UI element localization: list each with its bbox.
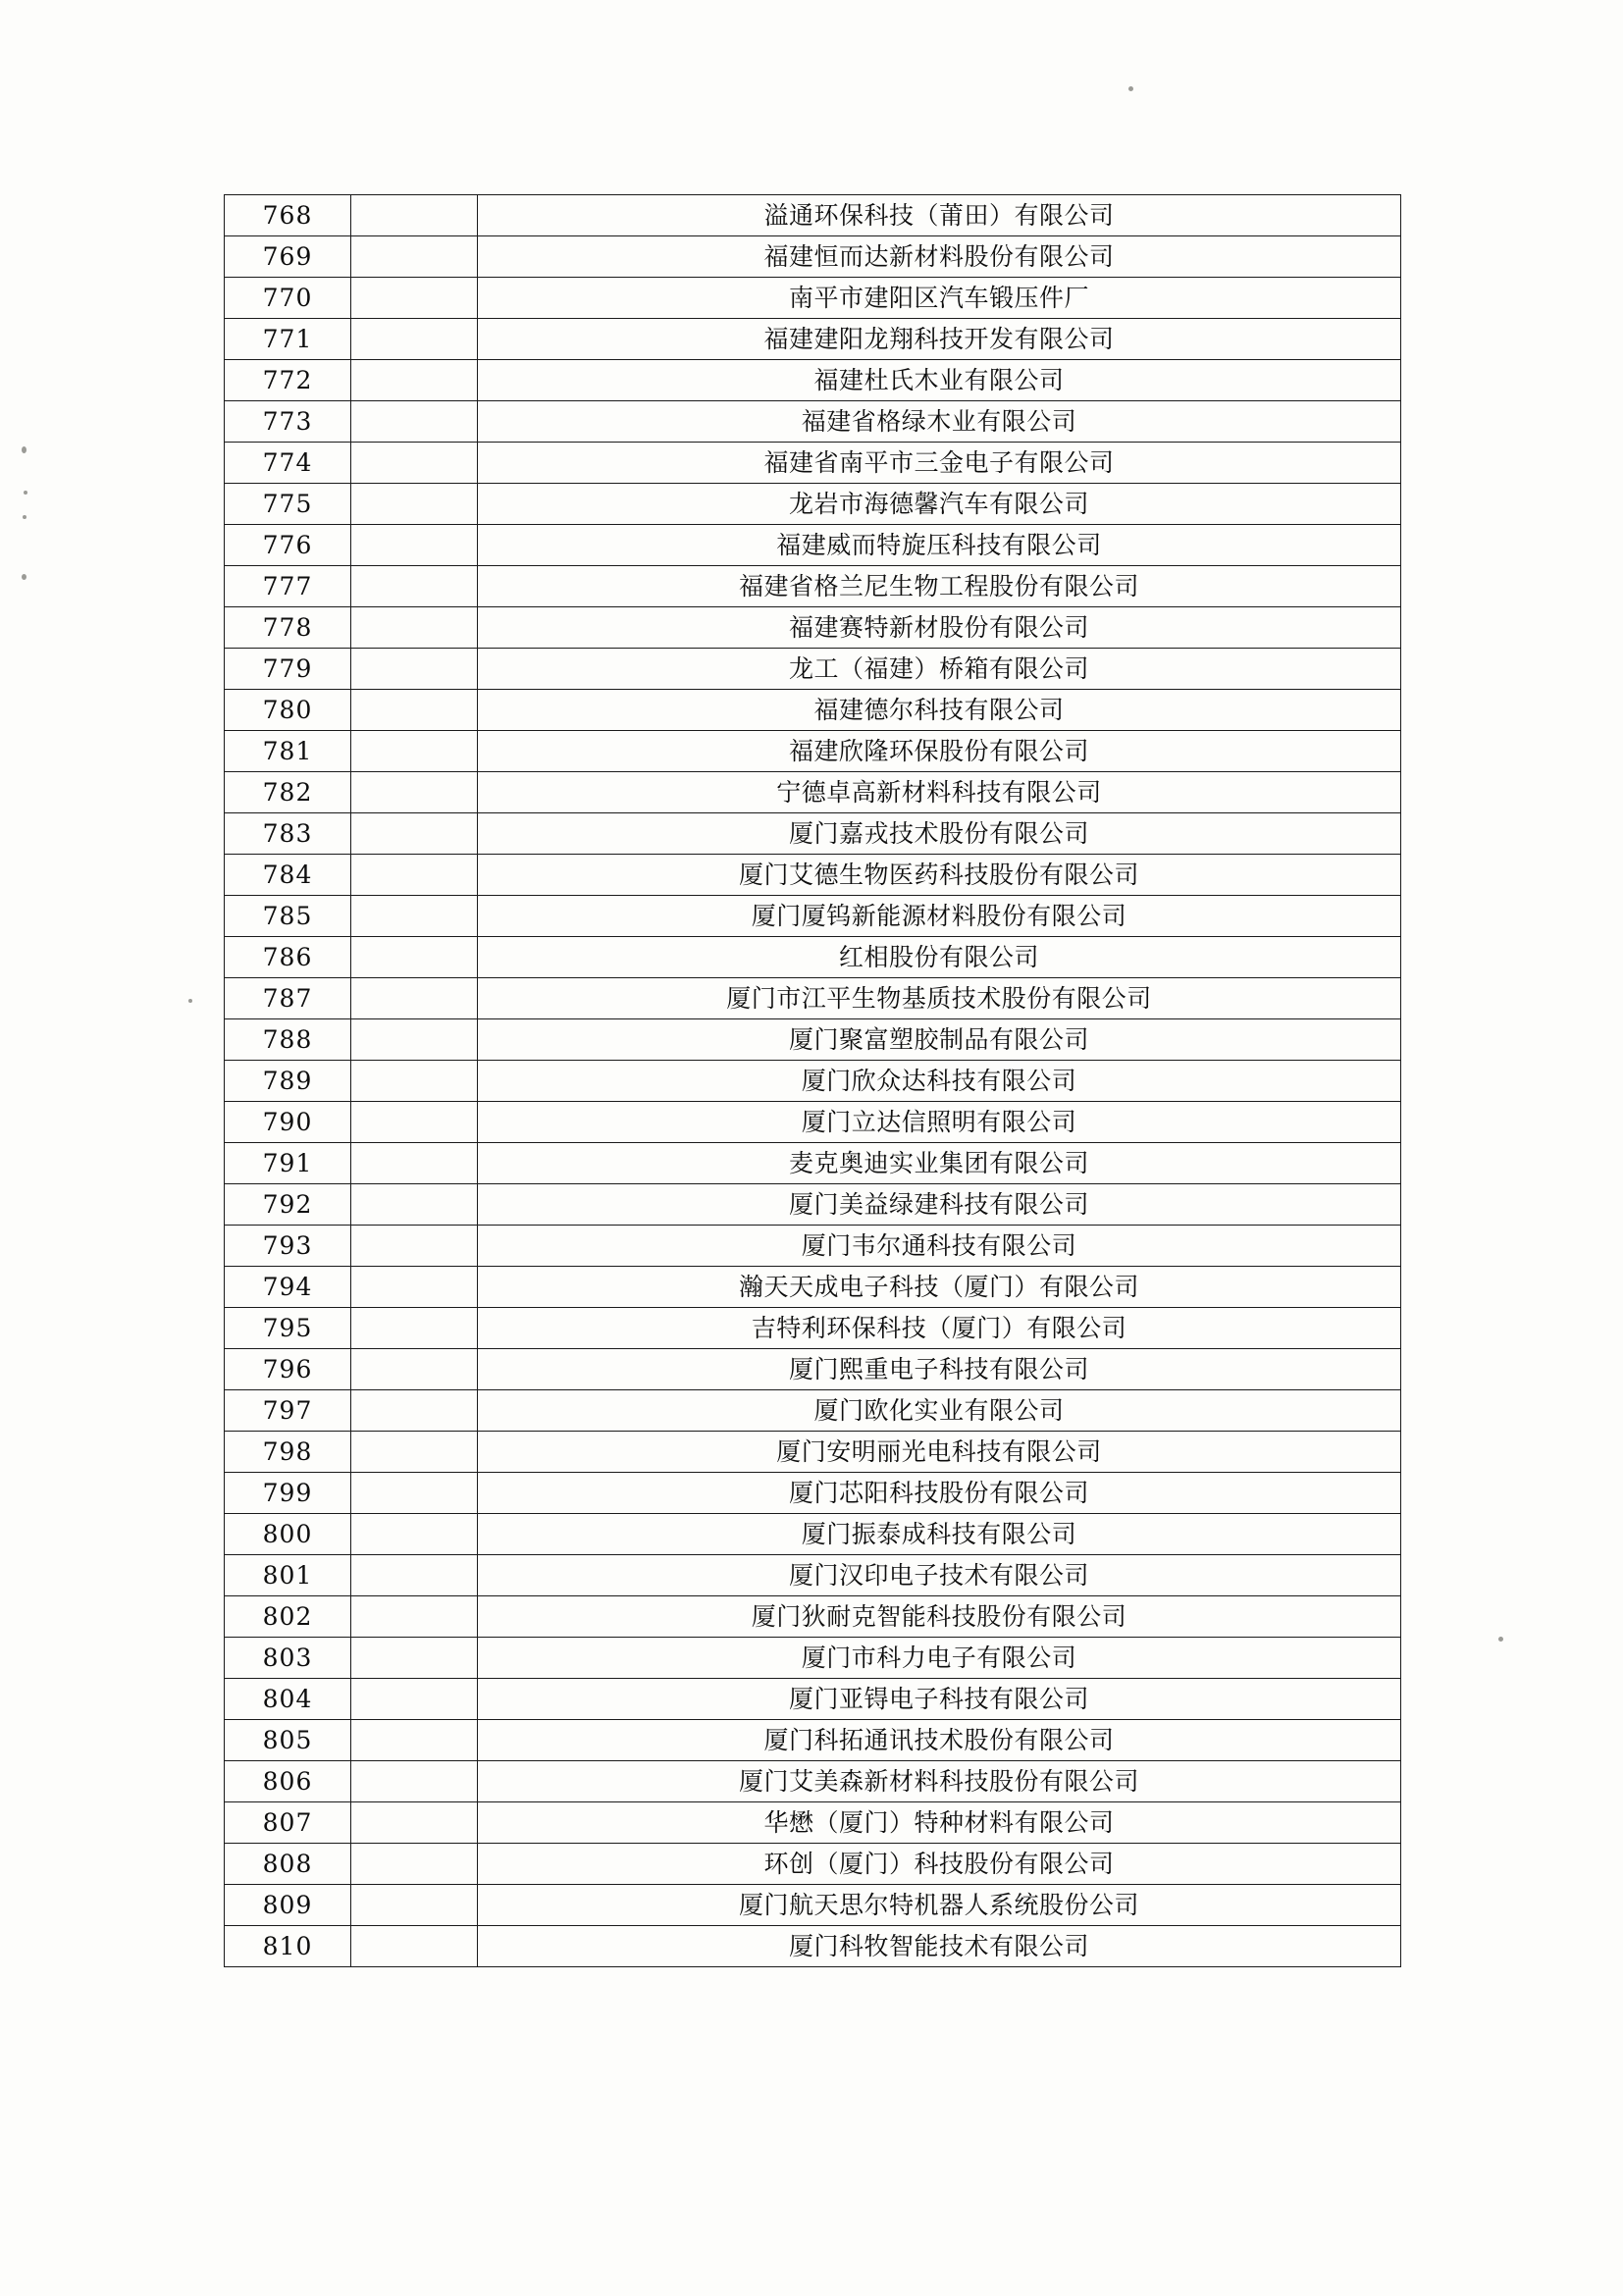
table-row (225, 401, 1401, 443)
row-index-cell: 773 (225, 401, 351, 443)
company-name-cell: 厦门美益绿建科技有限公司 (478, 1184, 1401, 1226)
table-row (225, 319, 1401, 360)
scan-speck (22, 446, 26, 453)
company-name-cell: 福建建阳龙翔科技开发有限公司 (478, 319, 1401, 360)
table-row (225, 1432, 1401, 1473)
company-name-cell: 红相股份有限公司 (478, 937, 1401, 978)
table-row (225, 1184, 1401, 1226)
company-name-cell: 厦门安明丽光电科技有限公司 (478, 1432, 1401, 1473)
row-blank-cell (351, 1102, 478, 1143)
table-row (225, 1102, 1401, 1143)
company-name-cell: 厦门市江平生物基质技术股份有限公司 (478, 978, 1401, 1019)
row-index-cell: 780 (225, 690, 351, 731)
row-index-cell: 791 (225, 1143, 351, 1184)
table-row (225, 896, 1401, 937)
row-blank-cell (351, 978, 478, 1019)
row-blank-cell (351, 360, 478, 401)
table-row (225, 566, 1401, 607)
table-row (225, 1761, 1401, 1802)
scan-speck (1498, 1637, 1503, 1642)
row-blank-cell (351, 1802, 478, 1844)
row-index-cell: 807 (225, 1802, 351, 1844)
row-blank-cell (351, 1184, 478, 1226)
company-name-cell: 厦门汉印电子技术有限公司 (478, 1555, 1401, 1596)
table-row (225, 1390, 1401, 1432)
row-blank-cell (351, 731, 478, 772)
row-blank-cell (351, 1143, 478, 1184)
company-name-cell: 厦门科牧智能技术有限公司 (478, 1926, 1401, 1967)
row-index-cell: 809 (225, 1885, 351, 1926)
table-row (225, 937, 1401, 978)
row-index-cell: 797 (225, 1390, 351, 1432)
table-row (225, 1679, 1401, 1720)
company-name-cell: 宁德卓高新材料科技有限公司 (478, 772, 1401, 813)
row-blank-cell (351, 813, 478, 855)
row-index-cell: 785 (225, 896, 351, 937)
row-blank-cell (351, 1885, 478, 1926)
row-blank-cell (351, 1638, 478, 1679)
row-index-cell: 798 (225, 1432, 351, 1473)
scan-speck (188, 999, 192, 1003)
row-blank-cell (351, 1720, 478, 1761)
row-index-cell: 795 (225, 1308, 351, 1349)
company-name-cell: 厦门科拓通讯技术股份有限公司 (478, 1720, 1401, 1761)
table-row (225, 484, 1401, 525)
table-row (225, 1349, 1401, 1390)
company-name-cell: 厦门熙重电子科技有限公司 (478, 1349, 1401, 1390)
row-index-cell: 799 (225, 1473, 351, 1514)
table-row (225, 1514, 1401, 1555)
table-row (225, 525, 1401, 566)
company-name-cell: 福建威而特旋压科技有限公司 (478, 525, 1401, 566)
table-row (225, 731, 1401, 772)
company-name-cell: 厦门聚富塑胶制品有限公司 (478, 1019, 1401, 1061)
table-row (225, 1019, 1401, 1061)
scan-speck (24, 491, 27, 495)
company-name-cell: 厦门航天思尔特机器人系统股份公司 (478, 1885, 1401, 1926)
company-name-cell: 龙岩市海德馨汽车有限公司 (478, 484, 1401, 525)
row-index-cell: 804 (225, 1679, 351, 1720)
company-listing-table (224, 194, 1401, 1967)
row-blank-cell (351, 649, 478, 690)
row-index-cell: 770 (225, 278, 351, 319)
table-row (225, 813, 1401, 855)
row-index-cell: 790 (225, 1102, 351, 1143)
company-name-cell: 福建欣隆环保股份有限公司 (478, 731, 1401, 772)
company-name-cell: 瀚天天成电子科技（厦门）有限公司 (478, 1267, 1401, 1308)
company-name-cell: 厦门艾德生物医药科技股份有限公司 (478, 855, 1401, 896)
table-row (225, 1885, 1401, 1926)
row-index-cell: 801 (225, 1555, 351, 1596)
company-name-cell: 环创（厦门）科技股份有限公司 (478, 1844, 1401, 1885)
company-name-cell: 吉特利环保科技（厦门）有限公司 (478, 1308, 1401, 1349)
table-row (225, 1061, 1401, 1102)
table-row (225, 1802, 1401, 1844)
company-name-cell: 厦门艾美森新材料科技股份有限公司 (478, 1761, 1401, 1802)
table-row (225, 360, 1401, 401)
row-index-cell: 803 (225, 1638, 351, 1679)
row-blank-cell (351, 1308, 478, 1349)
company-name-cell: 厦门芯阳科技股份有限公司 (478, 1473, 1401, 1514)
row-blank-cell (351, 566, 478, 607)
table-row (225, 1638, 1401, 1679)
company-name-cell: 厦门嘉戎技术股份有限公司 (478, 813, 1401, 855)
row-blank-cell (351, 1267, 478, 1308)
table-row (225, 978, 1401, 1019)
row-blank-cell (351, 896, 478, 937)
company-name-cell: 厦门韦尔通科技有限公司 (478, 1226, 1401, 1267)
row-blank-cell (351, 1761, 478, 1802)
row-index-cell: 788 (225, 1019, 351, 1061)
table-row (225, 1926, 1401, 1967)
row-index-cell: 802 (225, 1596, 351, 1638)
row-index-cell: 781 (225, 731, 351, 772)
row-index-cell: 800 (225, 1514, 351, 1555)
company-name-cell: 厦门狄耐克智能科技股份有限公司 (478, 1596, 1401, 1638)
row-blank-cell (351, 1926, 478, 1967)
table-row (225, 1143, 1401, 1184)
row-blank-cell (351, 1019, 478, 1061)
row-index-cell: 778 (225, 607, 351, 649)
row-index-cell: 768 (225, 195, 351, 236)
row-blank-cell (351, 772, 478, 813)
table-row (225, 1720, 1401, 1761)
company-name-cell: 福建德尔科技有限公司 (478, 690, 1401, 731)
row-index-cell: 794 (225, 1267, 351, 1308)
row-index-cell: 805 (225, 1720, 351, 1761)
row-blank-cell (351, 484, 478, 525)
company-name-cell: 福建省格兰尼生物工程股份有限公司 (478, 566, 1401, 607)
row-index-cell: 806 (225, 1761, 351, 1802)
company-name-cell: 厦门亚锝电子科技有限公司 (478, 1679, 1401, 1720)
company-name-cell: 南平市建阳区汽车锻压件厂 (478, 278, 1401, 319)
row-blank-cell (351, 1226, 478, 1267)
row-blank-cell (351, 319, 478, 360)
table-row (225, 1267, 1401, 1308)
table-row (225, 649, 1401, 690)
row-blank-cell (351, 443, 478, 484)
row-index-cell: 808 (225, 1844, 351, 1885)
row-index-cell: 789 (225, 1061, 351, 1102)
row-index-cell: 769 (225, 236, 351, 278)
row-blank-cell (351, 1349, 478, 1390)
company-name-cell: 溢通环保科技（莆田）有限公司 (478, 195, 1401, 236)
row-blank-cell (351, 1432, 478, 1473)
company-name-cell: 福建省南平市三金电子有限公司 (478, 443, 1401, 484)
row-blank-cell (351, 937, 478, 978)
row-blank-cell (351, 401, 478, 443)
table-row (225, 855, 1401, 896)
table-row (225, 1555, 1401, 1596)
row-index-cell: 775 (225, 484, 351, 525)
row-index-cell: 810 (225, 1926, 351, 1967)
row-index-cell: 776 (225, 525, 351, 566)
table-row (225, 278, 1401, 319)
company-name-cell: 福建省格绿木业有限公司 (478, 401, 1401, 443)
row-index-cell: 796 (225, 1349, 351, 1390)
company-name-cell: 厦门欣众达科技有限公司 (478, 1061, 1401, 1102)
listing-table (224, 194, 1401, 1967)
row-blank-cell (351, 525, 478, 566)
row-index-cell: 779 (225, 649, 351, 690)
table-row (225, 1596, 1401, 1638)
row-blank-cell (351, 607, 478, 649)
company-name-cell: 华懋（厦门）特种材料有限公司 (478, 1802, 1401, 1844)
row-index-cell: 772 (225, 360, 351, 401)
company-name-cell: 厦门振泰成科技有限公司 (478, 1514, 1401, 1555)
company-name-cell: 厦门市科力电子有限公司 (478, 1638, 1401, 1679)
company-name-cell: 福建恒而达新材料股份有限公司 (478, 236, 1401, 278)
company-name-cell: 福建赛特新材股份有限公司 (478, 607, 1401, 649)
row-blank-cell (351, 690, 478, 731)
table-row (225, 690, 1401, 731)
table-row (225, 1844, 1401, 1885)
row-blank-cell (351, 1596, 478, 1638)
company-name-cell: 龙工（福建）桥箱有限公司 (478, 649, 1401, 690)
table-row (225, 443, 1401, 484)
table-row (225, 607, 1401, 649)
row-blank-cell (351, 1679, 478, 1720)
table-row (225, 236, 1401, 278)
scan-speck (22, 574, 26, 580)
company-name-cell: 麦克奥迪实业集团有限公司 (478, 1143, 1401, 1184)
table-row (225, 1226, 1401, 1267)
row-index-cell: 784 (225, 855, 351, 896)
table-row (225, 195, 1401, 236)
row-index-cell: 771 (225, 319, 351, 360)
company-name-cell: 厦门欧化实业有限公司 (478, 1390, 1401, 1432)
table-row (225, 1473, 1401, 1514)
row-blank-cell (351, 855, 478, 896)
company-name-cell: 厦门厦钨新能源材料股份有限公司 (478, 896, 1401, 937)
row-blank-cell (351, 1473, 478, 1514)
scan-speck (23, 515, 26, 519)
row-blank-cell (351, 236, 478, 278)
row-blank-cell (351, 1061, 478, 1102)
row-index-cell: 786 (225, 937, 351, 978)
listing-table-body (225, 195, 1401, 1967)
row-index-cell: 782 (225, 772, 351, 813)
row-index-cell: 783 (225, 813, 351, 855)
row-blank-cell (351, 1514, 478, 1555)
row-index-cell: 792 (225, 1184, 351, 1226)
scan-speck (1128, 86, 1133, 91)
company-name-cell: 福建杜氏木业有限公司 (478, 360, 1401, 401)
row-blank-cell (351, 1844, 478, 1885)
row-blank-cell (351, 1390, 478, 1432)
row-blank-cell (351, 278, 478, 319)
table-row (225, 1308, 1401, 1349)
row-blank-cell (351, 1555, 478, 1596)
row-index-cell: 777 (225, 566, 351, 607)
row-index-cell: 774 (225, 443, 351, 484)
company-name-cell: 厦门立达信照明有限公司 (478, 1102, 1401, 1143)
table-row (225, 772, 1401, 813)
row-index-cell: 793 (225, 1226, 351, 1267)
row-index-cell: 787 (225, 978, 351, 1019)
row-blank-cell (351, 195, 478, 236)
